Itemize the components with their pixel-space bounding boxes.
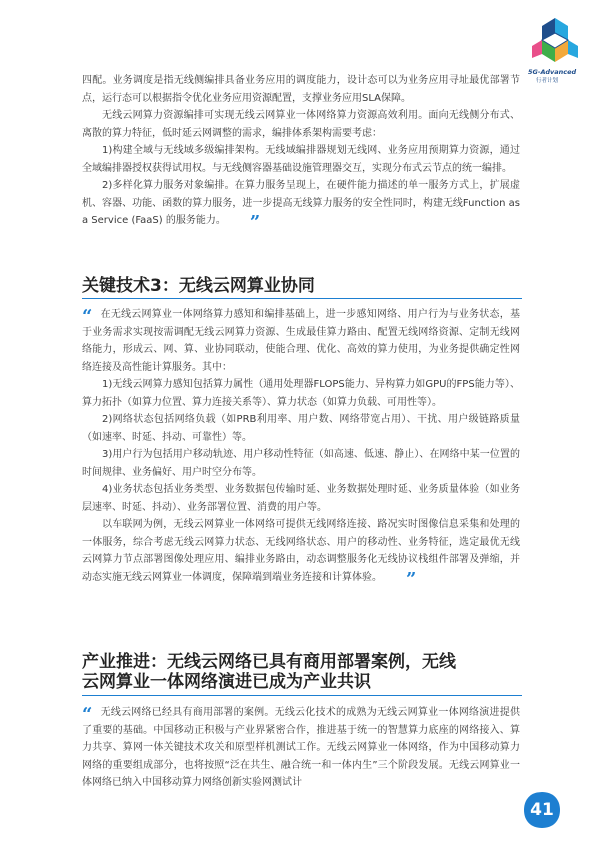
section-heading: 关键技术3：无线云网算业协同 — [82, 276, 315, 296]
heading-underline — [82, 695, 522, 696]
close-quote-icon: ” — [249, 212, 261, 233]
paragraph-text: 在无线云网算业一体网络算力感知和编排基础上，进一步感知网络、用户行为与业务状态，基于业务需求实现按需调配无线云网算力资源、生成最佳算力路由、配置无线网络资源、定制无线网络能力，形成云、网、算、业协同联动，使能合理、优化、高效的算力使用，为业务提供确定性网络连接及高性能计算服务。其中： — [82, 309, 520, 373]
paragraph: 3)用户行为包括用户移动轨迹、用户移动性特征（如高速、低速、静止）、在网络中某一位置的时间规律、业务偏好、用户时空分布等。 — [82, 449, 520, 478]
open-quote-icon: “ — [82, 704, 93, 725]
heading-underline — [82, 298, 522, 299]
paragraph-text: 2)多样化算力服务对象编排。在算力服务呈现上，在硬件能力描述的单一服务方式上，扩展虚机、容器、功能、函数的算力服务，进一步提高无线算力服务的安全性同时，构建无线Function as a Service (FaaS) 的服务能力。 — [82, 180, 520, 226]
open-quote-icon: “ — [82, 306, 93, 327]
heading-line: 云网算业一体网络演进已成为产业共识 — [82, 672, 371, 692]
paragraph: 4)业务状态包括业务类型、业务数据包传输时延、业务数据处理时延、业务质量体验（如业务层速率、时延、抖动）、业务部署位置、消费的用户等。 — [82, 484, 520, 513]
page-number: 41 — [530, 800, 554, 820]
section-intro — [82, 72, 520, 233]
logo-brand-subtitle: 行者计划 — [536, 78, 559, 84]
paragraph: 1)构建全域与无线域多级编排架构。无线域编排器规划无线网、业务应用预期算力资源，通过全域编排器授权获得试用权。与无线侧容器基础设施管理器交互，实现分布式云节点的统一编排。 — [82, 145, 520, 174]
paragraph — [82, 516, 520, 590]
section-industry — [82, 704, 520, 792]
paragraph — [82, 306, 520, 376]
heading-line: 产业推进：无线云网络已具有商用部署案例，无线 — [82, 652, 456, 672]
paragraph-text: 无线云网络已经具有商用部署的案例。无线云化技术的成熟为无线云网算业一体网络演进提供了重要的基础。中国移动正积极与产业界紧密合作，推进基于统一的智慧算力底座的网络接入、算力共享、算网一体关键技术攻关和原型样机测试工作。无线云网算业一体网络，作为中国移动算力网络的重要组成部分，也将按照“泛在共生、融合统一和一体内生”三个阶段发展。无线云网算业一体网络已纳入中国移动算力网络创新实验网测试计 — [82, 707, 520, 788]
page-number-badge — [522, 790, 562, 830]
close-quote-icon: ” — [406, 568, 417, 590]
paragraph: 1)无线云网算力感知包括算力属性（通用处理器FLOPS能力、异构算力如GPU的FPS能力等）、算力拓扑（如算力位置、算力连接关系等）、算力状态（如算力负载、可用性等）。 — [82, 379, 520, 408]
logo-graphic — [524, 16, 586, 68]
paragraph — [82, 704, 520, 792]
paragraph: 无线云网算力资源编排可实现无线云网算业一体网络算力资源高效利用。面向无线侧分布式、离散的算力特征，低时延云网调整的需求，编排体系架构需要考虑： — [82, 110, 520, 139]
paragraph: 2)网络状态包括网络负载（如PRB利用率、用户数、网络带宽占用）、干扰、用户级链路质量（如速率、时延、抖动、可靠性）等。 — [82, 414, 520, 443]
paragraph — [82, 177, 520, 233]
section-key-tech-3 — [82, 306, 520, 590]
paragraph-text: 以车联网为例，无线云网算业一体网络可提供无线网络连接、路况实时图像信息采集和处理的一体服务，综合考虑无线云网算力状态、无线网络状态、用户的移动性、业务特征，选定最优无线云网算力节点部署图像处理应用、编排业务路由，动态调整服务化无线协议栈组件部署及弹缩，并动态实施无线云网算业一体调度，保障端到端业务连接和计算体验。 — [82, 519, 520, 583]
logo-brand-text: 5G-Advanced — [528, 68, 577, 76]
paragraph: 四配。业务调度是指无线侧编排具备业务应用的调度能力，设计态可以为业务应用寻址最优部署节点，运行态可以根据指令优化业务应用资源配置，支撑业务应用SLA保障。 — [82, 75, 520, 104]
logo — [524, 16, 586, 86]
section-heading — [82, 652, 522, 692]
